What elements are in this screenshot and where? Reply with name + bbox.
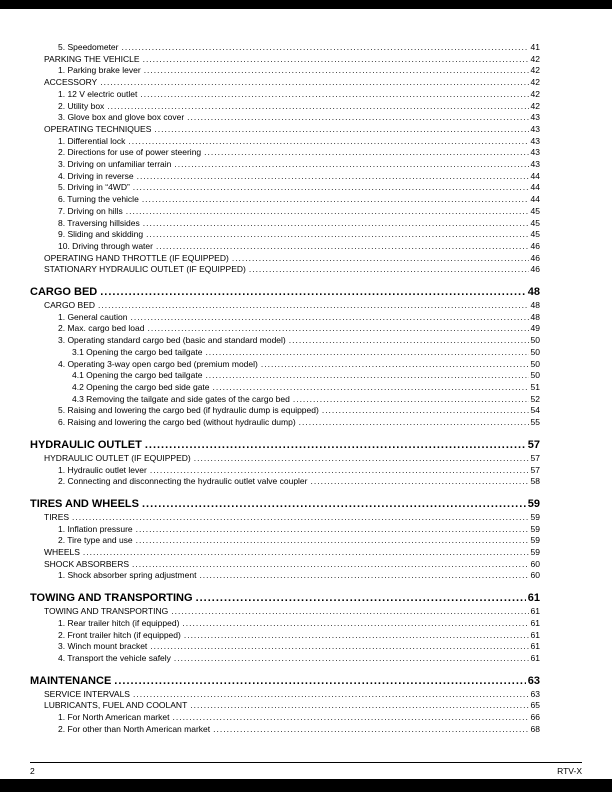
toc-leader-dots — [72, 512, 529, 524]
toc-leader-dots — [142, 194, 529, 206]
toc-entry-page-number: 58 — [530, 476, 540, 487]
toc-entry — [44, 606, 582, 618]
toc-entry-label: 4.2 Opening the cargo bed side gate — [72, 381, 210, 392]
toc-entry — [58, 618, 582, 630]
toc-entry-label: TIRES AND WHEELS — [30, 497, 139, 510]
toc-entry — [58, 323, 582, 335]
toc-leader-dots — [293, 394, 529, 406]
toc-entry-page-number: 61 — [530, 641, 540, 652]
toc-leader-dots — [174, 653, 529, 665]
toc-entry-label: 6. Raising and lowering the cargo bed (without hydraulic dump) — [58, 417, 296, 428]
page-edge-bottom — [0, 779, 612, 792]
toc-entry-page-number: 42 — [530, 77, 540, 88]
toc-leader-dots — [130, 312, 528, 324]
toc-entry — [58, 417, 582, 429]
toc-entry-label: 3. Glove box and glove box cover — [58, 112, 185, 123]
toc-entry-label: 2. Tire type and use — [58, 535, 133, 546]
toc-entry — [72, 382, 582, 394]
toc-chapter-entry — [30, 496, 582, 512]
toc-entry-page-number: 61 — [530, 617, 540, 628]
toc-entry-label: 3. Operating standard cargo bed (basic and standard model) — [58, 335, 286, 346]
toc-entry-label: 1. For North American market — [58, 712, 170, 723]
toc-entry-label: 5. Raising and lowering the cargo bed (if hydraulic dump is equipped) — [58, 405, 319, 416]
toc-entry-page-number: 44 — [530, 170, 540, 181]
footer-divider — [30, 762, 582, 763]
toc-entry-label: 2. Directions for use of power steering — [58, 147, 202, 158]
toc-entry-page-number: 46 — [530, 264, 540, 275]
toc-entry-page-number: 50 — [530, 335, 540, 346]
toc-leader-dots — [204, 147, 528, 159]
toc-entry — [44, 264, 582, 276]
toc-entry-label: STATIONARY HYDRAULIC OUTLET (IF EQUIPPED) — [44, 264, 246, 275]
toc-leader-dots — [182, 618, 528, 630]
toc-entry — [58, 65, 582, 77]
toc-entry-page-number: 45 — [530, 205, 540, 216]
toc-entry-label: 7. Driving on hills — [58, 205, 123, 216]
toc-entry — [44, 124, 582, 136]
toc-entry-page-number: 59 — [530, 523, 540, 534]
toc-leader-dots — [137, 171, 529, 183]
toc-entry — [58, 405, 582, 417]
toc-leader-dots — [171, 606, 528, 618]
toc-entry — [44, 559, 582, 571]
toc-entry — [58, 724, 582, 736]
footer-page-number: 2 — [30, 766, 35, 776]
toc-entry-label: HYDRAULIC OUTLET (IF EQUIPPED) — [44, 452, 191, 463]
toc-entry-label: 2. Utility box — [58, 100, 105, 111]
toc-entry-label: SERVICE INTERVALS — [44, 688, 130, 699]
toc-entry-page-number: 51 — [530, 381, 540, 392]
page-footer — [30, 766, 582, 776]
toc-entry-page-number: 41 — [530, 42, 540, 52]
toc-entry — [58, 524, 582, 536]
toc-entry — [44, 253, 582, 265]
toc-leader-dots — [133, 182, 529, 194]
toc-entry-label: 9. Sliding and skidding — [58, 229, 144, 240]
toc-leader-dots — [249, 264, 529, 276]
toc-entry-label: 1. Parking brake lever — [58, 65, 141, 76]
toc-entry — [58, 159, 582, 171]
toc-leader-dots — [150, 465, 529, 477]
toc-entry — [72, 394, 582, 406]
toc-entry — [58, 229, 582, 241]
toc-entry-label: 4. Transport the vehicle safely — [58, 652, 171, 663]
toc-entry-page-number: 45 — [530, 217, 540, 228]
toc-entry-label: 4. Operating 3-way open cargo bed (premium model) — [58, 358, 258, 369]
toc-chapter-entry — [30, 673, 582, 689]
toc-leader-dots — [126, 206, 529, 218]
toc-entry — [58, 359, 582, 371]
toc-leader-dots — [261, 359, 529, 371]
toc-entry — [58, 630, 582, 642]
toc-leader-dots — [100, 77, 528, 89]
toc-entry-label: 2. For other than North American market — [58, 723, 211, 734]
toc-leader-dots — [289, 335, 529, 347]
toc-entry-page-number: 61 — [530, 606, 540, 617]
toc-entry-label: 3.1 Opening the cargo bed tailgate — [72, 346, 203, 357]
toc-entry-label: TOWING AND TRANSPORTING — [30, 592, 193, 605]
toc-chapter-entry — [30, 590, 582, 606]
toc-entry — [44, 453, 582, 465]
toc-entry — [44, 512, 582, 524]
table-of-contents — [30, 42, 582, 735]
toc-entry-label: 3. Winch mount bracket — [58, 641, 148, 652]
toc-entry-page-number: 68 — [530, 723, 540, 734]
toc-entry-label: 1. 12 V electric outlet — [58, 88, 138, 99]
toc-entry — [58, 206, 582, 218]
toc-entry-page-number: 60 — [530, 570, 540, 581]
toc-entry — [44, 547, 582, 559]
toc-entry — [58, 182, 582, 194]
toc-entry — [58, 89, 582, 101]
toc-entry-label: 6. Turning the vehicle — [58, 194, 139, 205]
toc-entry — [58, 112, 582, 124]
toc-leader-dots — [146, 229, 528, 241]
toc-entry-label: SHOCK ABSORBERS — [44, 558, 130, 569]
toc-entry-label: CARGO BED — [30, 286, 98, 299]
toc-leader-dots — [205, 370, 528, 382]
toc-entry-page-number: 48 — [530, 300, 540, 311]
toc-entry-page-number: 42 — [530, 100, 540, 111]
toc-leader-dots — [83, 547, 529, 559]
toc-entry-label: 1. Shock absorber spring adjustment — [58, 570, 197, 581]
toc-entry-page-number: 61 — [530, 629, 540, 640]
toc-entry — [58, 42, 582, 54]
toc-entry-page-number: 63 — [530, 688, 540, 699]
toc-leader-dots — [140, 89, 528, 101]
toc-entry — [58, 101, 582, 113]
toc-leader-dots — [184, 630, 529, 642]
toc-leader-dots — [322, 405, 529, 417]
toc-entry-label: 1. General caution — [58, 311, 128, 322]
toc-entry-page-number: 48 — [527, 286, 540, 299]
toc-entry-page-number: 59 — [527, 497, 540, 510]
toc-leader-dots — [98, 300, 529, 312]
toc-entry-label: 4. Driving in reverse — [58, 170, 134, 181]
toc-entry — [58, 335, 582, 347]
toc-entry-label: 1. Hydraulic outlet lever — [58, 464, 147, 475]
toc-entry-page-number: 43 — [530, 123, 540, 134]
toc-chapter-entry — [30, 284, 582, 300]
toc-entry-page-number: 43 — [530, 147, 540, 158]
toc-entry-label: WHEELS — [44, 547, 80, 558]
toc-entry-page-number: 55 — [530, 417, 540, 428]
toc-entry-page-number: 54 — [530, 405, 540, 416]
toc-leader-dots — [299, 417, 529, 429]
toc-entry-label: OPERATING HAND THROTTLE (IF EQUIPPED) — [44, 252, 229, 263]
toc-entry-label: OPERATING TECHNIQUES — [44, 123, 152, 134]
toc-entry — [44, 700, 582, 712]
toc-entry-page-number: 59 — [530, 547, 540, 558]
toc-entry — [58, 136, 582, 148]
toc-entry-page-number: 45 — [530, 229, 540, 240]
toc-entry-label: LUBRICANTS, FUEL AND COOLANT — [44, 700, 188, 711]
toc-leader-dots — [143, 218, 529, 230]
toc-leader-dots — [143, 54, 529, 66]
toc-entry-label: TIRES — [44, 511, 70, 522]
toc-entry-label: 1. Rear trailer hitch (if equipped) — [58, 617, 180, 628]
toc-entry-label: PARKING THE VEHICLE — [44, 53, 140, 64]
toc-entry-label: TOWING AND TRANSPORTING — [44, 606, 169, 617]
toc-entry — [58, 570, 582, 582]
toc-entry-label: HYDRAULIC OUTLET — [30, 438, 142, 451]
toc-leader-dots — [144, 65, 529, 77]
toc-leader-dots — [133, 689, 529, 701]
toc-leader-dots — [232, 253, 529, 265]
toc-entry-label: 4.1 Opening the cargo bed tailgate — [72, 370, 203, 381]
toc-entry-label: 2. Connecting and disconnecting the hydraulic outlet valve coupler — [58, 476, 308, 487]
toc-entry-label: 5. Speedometer — [58, 42, 119, 52]
toc-entry-label: MAINTENANCE — [30, 674, 112, 687]
toc-leader-dots — [213, 724, 528, 736]
toc-entry — [58, 465, 582, 477]
toc-entry — [58, 147, 582, 159]
toc-leader-dots — [107, 101, 528, 113]
toc-entry-label: 5. Driving in “4WD” — [58, 182, 130, 193]
toc-entry — [58, 641, 582, 653]
toc-entry — [58, 312, 582, 324]
toc-entry-page-number: 57 — [530, 464, 540, 475]
toc-entry-page-number: 43 — [530, 135, 540, 146]
toc-entry — [58, 194, 582, 206]
toc-entry-page-number: 43 — [530, 159, 540, 170]
toc-leader-dots — [187, 112, 528, 124]
toc-leader-dots — [196, 590, 526, 606]
toc-leader-dots — [147, 323, 528, 335]
toc-entry-page-number: 59 — [530, 535, 540, 546]
toc-entry — [58, 653, 582, 665]
toc-entry — [58, 218, 582, 230]
toc-leader-dots — [114, 673, 525, 689]
toc-entry-page-number: 63 — [527, 674, 540, 687]
toc-entry-page-number: 42 — [530, 88, 540, 99]
toc-entry — [44, 77, 582, 89]
toc-entry-page-number: 60 — [530, 558, 540, 569]
toc-entry-page-number: 61 — [530, 652, 540, 663]
toc-entry-label: 8. Traversing hillsides — [58, 217, 140, 228]
toc-leader-dots — [128, 136, 528, 148]
toc-entry-label: 3. Driving on unfamiliar terrain — [58, 159, 172, 170]
toc-leader-dots — [213, 382, 529, 394]
toc-leader-dots — [136, 535, 529, 547]
toc-entry-page-number: 49 — [530, 323, 540, 334]
toc-entry-page-number: 65 — [530, 700, 540, 711]
toc-leader-dots — [174, 159, 528, 171]
toc-entry-page-number: 52 — [530, 393, 540, 404]
toc-entry — [58, 712, 582, 724]
toc-entry-label: 1. Differential lock — [58, 135, 126, 146]
toc-entry-page-number: 61 — [527, 592, 540, 605]
toc-entry-label: 1. Inflation pressure — [58, 523, 133, 534]
toc-entry-page-number: 50 — [530, 346, 540, 357]
toc-entry — [72, 370, 582, 382]
toc-entry-label: CARGO BED — [44, 300, 96, 311]
toc-entry-page-number: 57 — [527, 438, 540, 451]
toc-leader-dots — [311, 476, 529, 488]
toc-leader-dots — [194, 453, 529, 465]
toc-leader-dots — [156, 241, 529, 253]
toc-chapter-entry — [30, 437, 582, 453]
toc-entry — [44, 300, 582, 312]
toc-entry — [44, 54, 582, 66]
toc-leader-dots — [136, 524, 529, 536]
toc-entry — [58, 476, 582, 488]
toc-entry-label: 4.3 Removing the tailgate and side gates of the cargo bed — [72, 393, 290, 404]
toc-entry-page-number: 48 — [530, 311, 540, 322]
toc-entry-page-number: 44 — [530, 182, 540, 193]
toc-entry-page-number: 50 — [530, 370, 540, 381]
toc-entry — [44, 689, 582, 701]
toc-entry-page-number: 66 — [530, 712, 540, 723]
toc-leader-dots — [142, 496, 526, 512]
toc-leader-dots — [205, 347, 528, 359]
toc-entry-page-number: 42 — [530, 65, 540, 76]
page-edge-top — [0, 0, 612, 9]
toc-entry-label: 2. Front trailer hitch (if equipped) — [58, 629, 181, 640]
toc-entry — [58, 171, 582, 183]
toc-entry-page-number: 59 — [530, 511, 540, 522]
toc-leader-dots — [150, 641, 528, 653]
toc-entry-page-number: 46 — [530, 240, 540, 251]
toc-entry-label: 10. Driving through water — [58, 240, 153, 251]
toc-entry-page-number: 43 — [530, 112, 540, 123]
toc-leader-dots — [145, 437, 526, 453]
toc-leader-dots — [190, 700, 528, 712]
toc-entry-page-number: 46 — [530, 252, 540, 263]
toc-leader-dots — [172, 712, 528, 724]
toc-entry-label: 2. Max. cargo bed load — [58, 323, 145, 334]
toc-leader-dots — [100, 284, 526, 300]
toc-leader-dots — [121, 42, 528, 54]
footer-doc-code: RTV-X — [557, 766, 582, 776]
toc-entry-page-number: 42 — [530, 53, 540, 64]
toc-entry-page-number: 50 — [530, 358, 540, 369]
toc-entry-page-number: 44 — [530, 194, 540, 205]
toc-entry — [58, 241, 582, 253]
toc-leader-dots — [199, 570, 528, 582]
toc-leader-dots — [154, 124, 528, 136]
toc-leader-dots — [132, 559, 529, 571]
toc-entry-label: ACCESSORY — [44, 77, 98, 88]
toc-entry — [58, 535, 582, 547]
toc-entry — [72, 347, 582, 359]
toc-entry-page-number: 57 — [530, 452, 540, 463]
